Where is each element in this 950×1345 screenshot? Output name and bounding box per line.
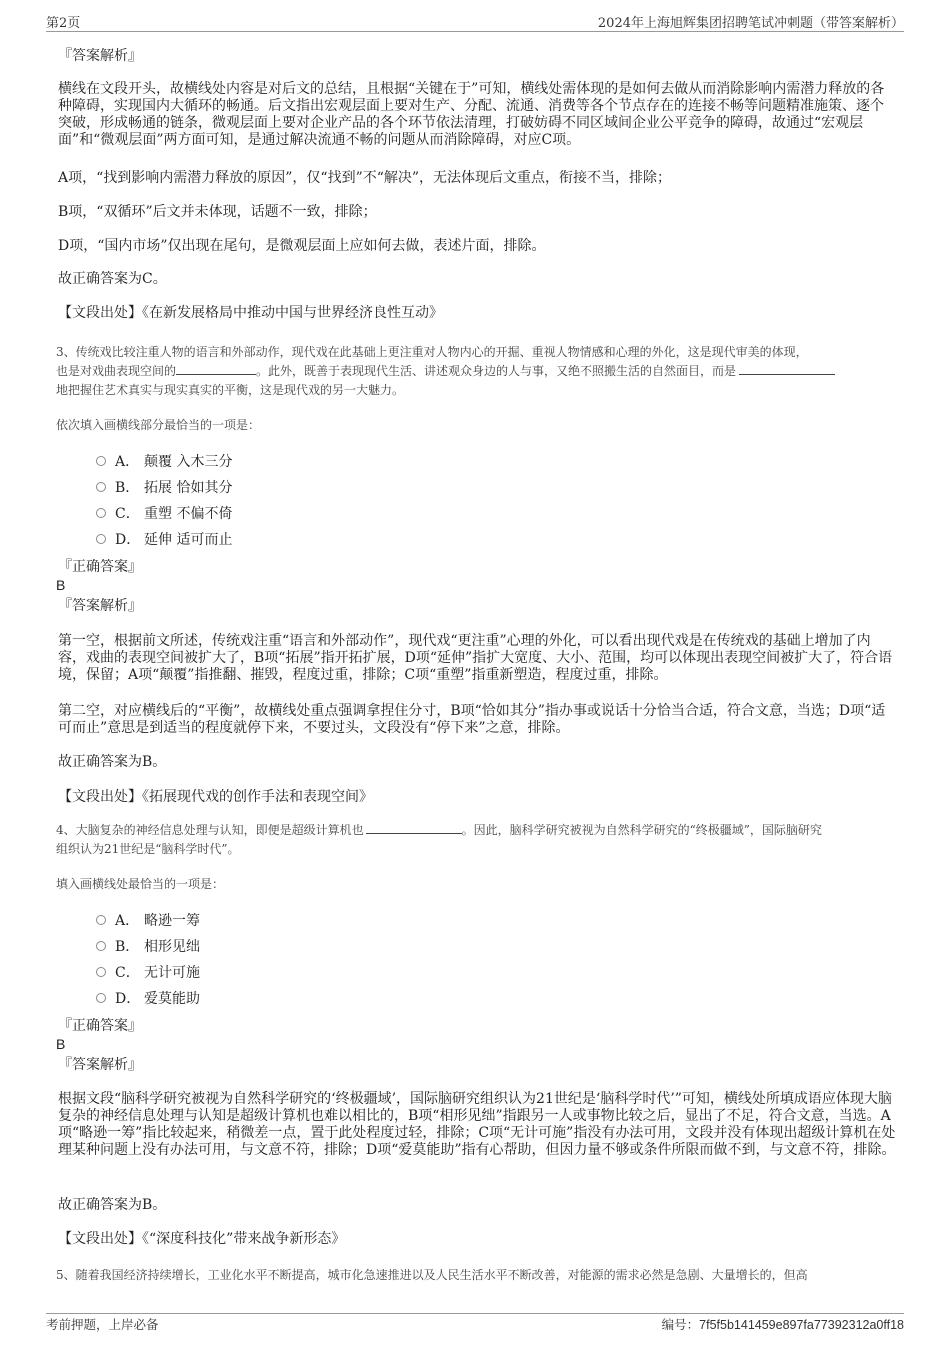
analysis-paragraph: 横线在文段开头，故横线处内容是对后文的总结，且根据“关键在于”可知，横线处需体现的是如何去做从而消除影响内需潜力释放的各种障碍，实现国内大循环的畅通。后文指出宏观层面上要对生产、分配、流通、消费等各个节点存在的连接不畅等问题精准施策、逐个突破，形成畅通的链条，微观层面上要对企业产品的各个环节依法清理，打破妨碍不同区域间企业公平竞争的障碍，故通过“宏观层面”和“微观层面”两方面可知，是通过解决流通不畅的问题从而消除障碍，对应C项。	[58, 81, 885, 148]
fill-blank	[176, 363, 256, 375]
option-c[interactable]: C． 重塑 不偏不倚	[96, 505, 232, 523]
stem-line: 3、传统戏比较注重人物的语言和外部动作，现代戏在此基础上更注重对人物内心的开掘、重视人物情感和心理的外化，这是现代审美的体现，	[56, 345, 808, 359]
question-stem	[56, 343, 898, 400]
radio-icon[interactable]	[96, 967, 106, 977]
analysis-option-d: D项，“国内市场”仅出现在尾句，是微观层面上应如何去做，表述片面，排除。	[58, 238, 546, 254]
fill-blank	[739, 363, 835, 375]
option-c[interactable]: C． 无计可施	[96, 964, 200, 982]
stem-line: 也是对戏曲表现空间的 。此外，既善于表现现代生活、讲述观众身边的人与事，又绝不照搬生活的自然面目，而是	[56, 362, 898, 381]
option-a[interactable]: A． 颠覆 入木三分	[96, 453, 232, 471]
radio-icon[interactable]	[96, 456, 106, 466]
final-answer: 故正确答案为B。	[58, 1197, 167, 1213]
stem-line: 地把握住艺术真实与现实真实的平衡，这是现代戏的另一大魅力。	[56, 383, 405, 397]
stem-line: 4、大脑复杂的神经信息处理与认知，即便是超级计算机也 。因此，脑科学研究被视为自然科学研究的“终极疆域”，国际脑研究	[56, 823, 822, 837]
question-stem	[56, 821, 898, 859]
page-number: 第2页	[46, 16, 81, 31]
option-b[interactable]: B． 相形见绌	[96, 938, 200, 956]
page-header	[46, 12, 904, 32]
analysis-paragraph: 第二空，对应横线后的“平衡”，故横线处重点强调拿捏住分寸，B项“恰如其分”指办事或说话十分恰当合适，符合文意，当选；D项“适可而止”意思是到适当的程度就停下来，不要过头，文段没有“停下来”之意，排除。	[58, 703, 886, 736]
option-d[interactable]: D． 延伸 适可而止	[96, 531, 232, 549]
analysis-label: 『答案解析』	[58, 1057, 142, 1073]
question-prompt: 填入画横线处最恰当的一项是：	[56, 877, 225, 891]
analysis-paragraph: 第一空，根据前文所述，传统戏注重“语言和外部动作”，现代戏“更注重”心理的外化，可以看出现代戏是在传统戏的基础上增加了内容，戏曲的表现空间被扩大了，B项“拓展”指开拓扩展，D项“延伸”指扩大宽度、大小、范围，均可以体现出表现空间被扩大了，符合语境，保留；A项“颠覆”指推翻、摧毁，程度过重，排除；C项“重塑”指重新塑造，程度过重，排除。	[58, 633, 893, 683]
option-d[interactable]: D． 爱莫能助	[96, 990, 200, 1008]
stem-line: 5、随着我国经济持续增长，工业化水平不断提高，城市化急速推进以及人民生活水平不断改善，对能源的需求必然是急剧、大量增长的，但高	[56, 1268, 808, 1282]
correct-answer-value: B	[56, 577, 66, 593]
footer-slogan: 考前押题，上岸必备	[46, 1317, 159, 1332]
question-prompt: 依次填入画横线部分最恰当的一项是：	[56, 418, 261, 432]
page-footer	[46, 1313, 904, 1333]
source-citation: 【文段出处】《“深度科技化”带来战争新形态》	[58, 1231, 346, 1247]
radio-icon[interactable]	[96, 941, 106, 951]
correct-answer-label: 『正确答案』	[58, 1018, 142, 1034]
document-title: 2024年上海旭辉集团招聘笔试冲刺题（带答案解析）	[597, 16, 904, 31]
correct-answer-value: B	[56, 1036, 66, 1052]
analysis-option-a: A项，“找到影响内需潜力释放的原因”，仅“找到”不“解决”，无法体现后文重点，衔接不当，排除；	[58, 170, 672, 186]
document-code: 编号：7f5f5b141459e897fa77392312a0ff18	[661, 1318, 904, 1332]
option-a[interactable]: A． 略逊一筹	[96, 912, 200, 930]
correct-answer-label: 『正确答案』	[58, 559, 142, 575]
analysis-option-b: B项，“双循环”后文并未体现，话题不一致，排除；	[58, 204, 377, 220]
radio-icon[interactable]	[96, 534, 106, 544]
radio-icon[interactable]	[96, 482, 106, 492]
stem-line: 组织认为21世纪是“脑科学时代”。	[56, 842, 240, 856]
analysis-paragraph: 根据文段“脑科学研究被视为自然科学研究的‘终极疆域’，国际脑研究组织认为21世纪是‘脑科学时代’”可知，横线处所填成语应体现大脑复杂的神经信息处理与认知是超级计算机也难以相比的，B项“相形见绌”指跟另一人或事物比较之后，显出了不足，符合文意，当选。A项“略逊一筹”指比较起来，稍微差一点，置于此处程度过轻，排除；C项“无计可施”指没有办法可用，文段并没有体现出超级计算机在处理某种问题上没有办法可用，与文意不符，排除；D项“爱莫能助”指有心帮助，但因力量不够或条件所限而做不到，与文意不符，排除。	[58, 1091, 896, 1158]
radio-icon[interactable]	[96, 508, 106, 518]
source-citation: 【文段出处】《拓展现代戏的创作手法和表现空间》	[58, 789, 373, 805]
analysis-label: 『答案解析』	[58, 48, 142, 64]
option-b[interactable]: B． 拓展 恰如其分	[96, 479, 232, 497]
radio-icon[interactable]	[96, 993, 106, 1003]
fill-blank	[366, 822, 462, 834]
analysis-label: 『答案解析』	[58, 598, 142, 614]
source-citation: 【文段出处】《在新发展格局中推动中国与世界经济良性互动》	[58, 305, 443, 321]
final-answer: 故正确答案为B。	[58, 754, 167, 770]
radio-icon[interactable]	[96, 915, 106, 925]
final-answer: 故正确答案为C。	[58, 271, 167, 287]
question-stem	[56, 1266, 898, 1285]
